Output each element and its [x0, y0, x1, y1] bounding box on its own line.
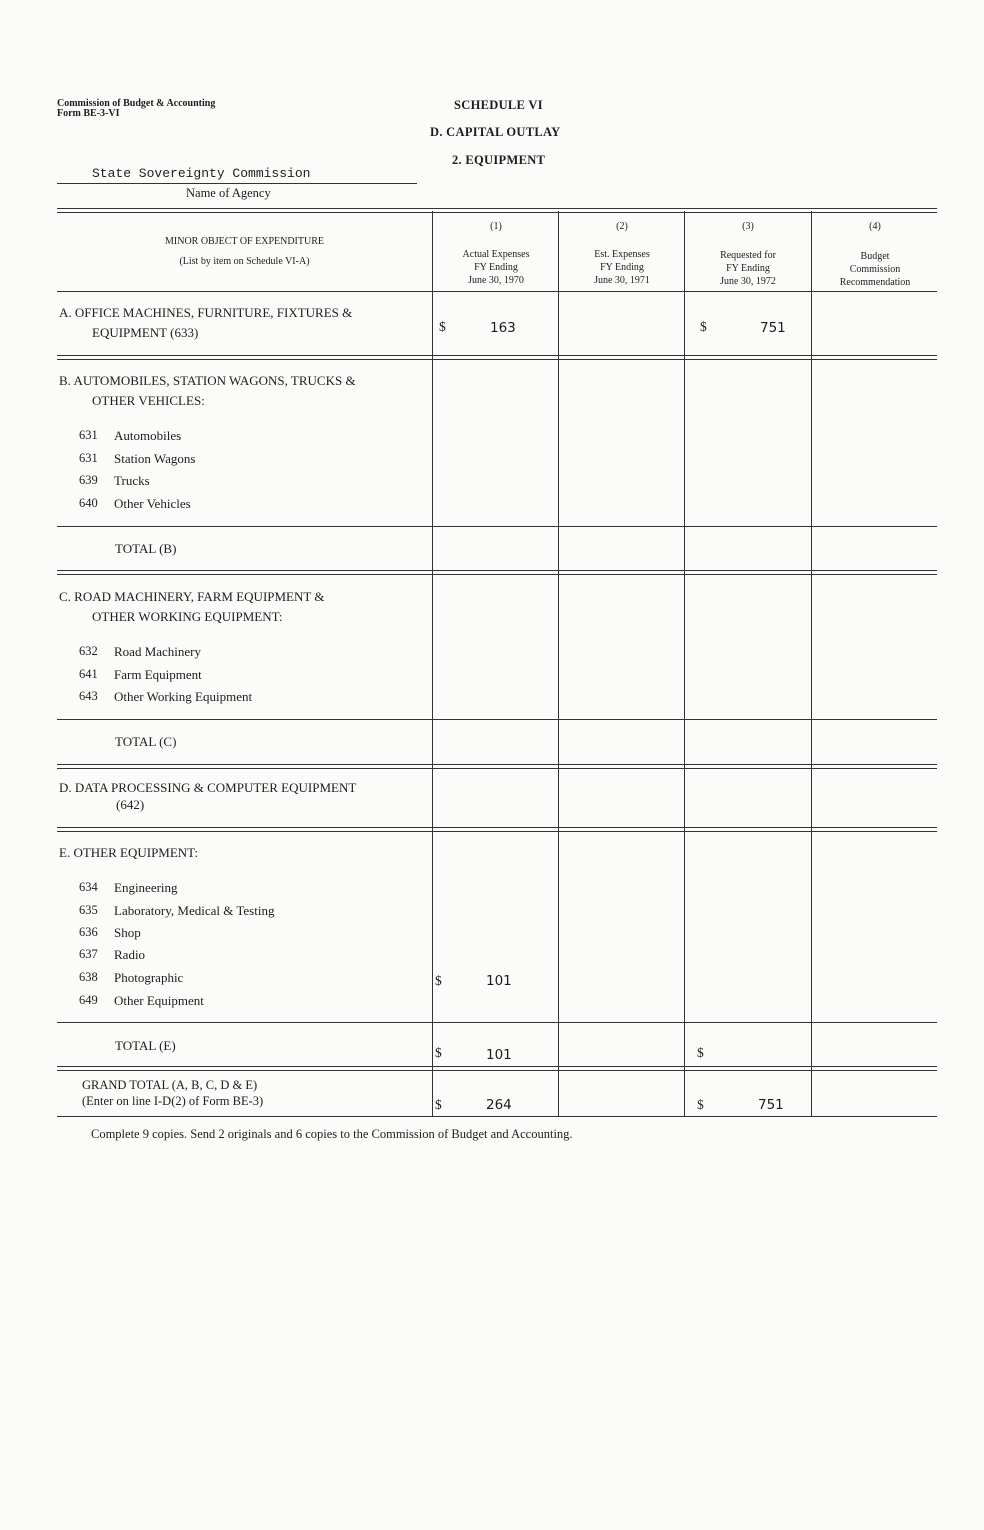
section-e-item-code: 636: [79, 925, 98, 939]
column-3-line1: Requested for: [720, 250, 776, 261]
column-3-line2: FY Ending: [726, 263, 770, 274]
agency-name: State Sovereignty Commission: [92, 166, 311, 181]
section-a-c3-currency: $: [700, 319, 707, 334]
schedule-title: SCHEDULE VI: [454, 98, 543, 112]
section-b-rule: [57, 570, 937, 575]
grand-total-instruction: (Enter on line I-D(2) of Form BE-3): [82, 1094, 264, 1108]
column-3-heading: [685, 249, 811, 288]
section-d-line1: D. DATA PROCESSING & COMPUTER EQUIPMENT: [59, 780, 357, 795]
section-b-heading: [59, 371, 356, 411]
section-a-c1-amount: 163: [490, 320, 516, 336]
section-a-rule: [57, 355, 937, 360]
section-e-item-code: 637: [79, 947, 98, 961]
section-d-rule: [57, 827, 937, 832]
section-b-item-label: Automobiles: [114, 428, 182, 443]
section-b-item-code: 631: [79, 451, 98, 465]
form-issuer: [57, 99, 215, 119]
section-b-item-code: 631: [79, 428, 98, 442]
section-e-heading: E. OTHER EQUIPMENT:: [59, 845, 199, 860]
column-4-heading: [812, 250, 938, 289]
column-2-heading: [559, 248, 685, 287]
column-divider-1: [432, 211, 433, 1117]
section-e-item-code: 635: [79, 903, 98, 917]
section-e-item-label: Shop: [114, 925, 141, 940]
section-e-total-c1-amount: 101: [486, 1047, 512, 1063]
column-1-line2: FY Ending: [474, 262, 518, 273]
section-c-line2: OTHER WORKING EQUIPMENT:: [92, 609, 283, 624]
column-1-line1: Actual Expenses: [462, 249, 530, 260]
section-title: D. CAPITAL OUTLAY: [430, 125, 561, 139]
section-c-items-rule: [57, 719, 937, 720]
section-b-item-label: Other Vehicles: [114, 496, 191, 511]
grand-total-c1-currency: $: [435, 1097, 442, 1112]
section-b-items-rule: [57, 526, 937, 527]
column-1-line3: June 30, 1970: [468, 275, 524, 286]
subsection-title: 2. EQUIPMENT: [452, 153, 546, 167]
section-c-item-code: 641: [79, 667, 98, 681]
footer-instructions: Complete 9 copies. Send 2 originals and 6 copies to the Commission of Budget and Accounting.: [91, 1127, 573, 1141]
form-issuer-line1: Commission of Budget & Accounting: [57, 98, 216, 109]
section-c-item-label: Road Machinery: [114, 644, 202, 659]
column-1-heading: [433, 248, 559, 287]
column-2-line2: FY Ending: [600, 262, 644, 273]
section-c-total-label: TOTAL (C): [115, 734, 177, 749]
section-b-total-label: TOTAL (B): [115, 541, 177, 556]
section-e-item-code: 649: [79, 993, 98, 1007]
column-divider-2: [558, 211, 559, 1117]
section-b-line1: B. AUTOMOBILES, STATION WAGONS, TRUCKS &: [59, 373, 356, 388]
section-e-rule: [57, 1066, 937, 1071]
section-c-line1: C. ROAD MACHINERY, FARM EQUIPMENT &: [59, 589, 325, 604]
agency-label: Name of Agency: [186, 186, 271, 200]
section-a-line2: EQUIPMENT (633): [92, 325, 199, 340]
section-d-heading: [59, 779, 356, 813]
section-e-item-label: Photographic: [114, 970, 184, 985]
section-c-item-code: 643: [79, 689, 98, 703]
column-2-number: (2): [616, 221, 628, 232]
column-4-line2: Commission: [849, 264, 901, 275]
table-bottom-rule: [57, 1116, 937, 1117]
header-bottom-rule: [57, 291, 937, 292]
agency-underline: [57, 183, 417, 184]
column-3-number: (3): [742, 221, 754, 232]
section-c-item-label: Other Working Equipment: [114, 689, 253, 704]
section-e-total-label: TOTAL (E): [115, 1038, 176, 1053]
column-3-line3: June 30, 1972: [720, 276, 776, 287]
photographic-c1-currency: $: [435, 973, 442, 988]
section-e-item-label: Other Equipment: [114, 993, 204, 1008]
section-c-item-label: Farm Equipment: [114, 667, 202, 682]
form-number: Form BE-3-VI: [57, 108, 120, 119]
section-e-items-rule: [57, 1022, 937, 1023]
photographic-c1-amount: 101: [486, 973, 512, 989]
section-a-c3-amount: 751: [760, 320, 786, 336]
section-e-total-c3-currency: $: [697, 1045, 704, 1060]
column-4-number: (4): [869, 221, 881, 232]
section-c-heading: [59, 587, 324, 627]
column-1-number: (1): [490, 221, 502, 232]
minor-object-heading: MINOR OBJECT OF EXPENDITURE: [165, 236, 324, 247]
column-divider-4: [811, 211, 812, 1117]
section-d-line2: (642): [116, 797, 145, 812]
grand-total-c3-currency: $: [697, 1097, 704, 1112]
section-e-item-label: Laboratory, Medical & Testing: [114, 903, 275, 918]
column-divider-3: [684, 211, 685, 1117]
section-a-line1: A. OFFICE MACHINES, FURNITURE, FIXTURES &: [59, 305, 353, 320]
section-b-item-code: 639: [79, 473, 98, 487]
section-e-item-code: 638: [79, 970, 98, 984]
section-b-item-label: Trucks: [114, 473, 150, 488]
column-2-line1: Est. Expenses: [594, 249, 650, 260]
column-4-line3: Recommendation: [839, 277, 911, 288]
table-top-rule: [57, 208, 937, 213]
section-e-item-label: Radio: [114, 947, 146, 962]
grand-total-c3-amount: 751: [758, 1097, 784, 1113]
section-e-item-code: 634: [79, 880, 98, 894]
column-2-line3: June 30, 1971: [594, 275, 650, 286]
section-c-item-code: 632: [79, 644, 98, 658]
section-e-item-label: Engineering: [114, 880, 178, 895]
column-4-line1: Budget: [860, 251, 890, 262]
section-a-heading: [59, 303, 352, 343]
section-c-rule: [57, 764, 937, 769]
section-e-total-c1-currency: $: [435, 1045, 442, 1060]
grand-total-label: GRAND TOTAL (A, B, C, D & E): [82, 1078, 258, 1092]
section-b-line2: OTHER VEHICLES:: [92, 393, 205, 408]
section-b-item-code: 640: [79, 496, 98, 510]
section-b-item-label: Station Wagons: [114, 451, 196, 466]
section-a-c1-currency: $: [439, 319, 446, 334]
minor-object-subheading: (List by item on Schedule VI-A): [179, 256, 310, 267]
grand-total-c1-amount: 264: [486, 1097, 512, 1113]
